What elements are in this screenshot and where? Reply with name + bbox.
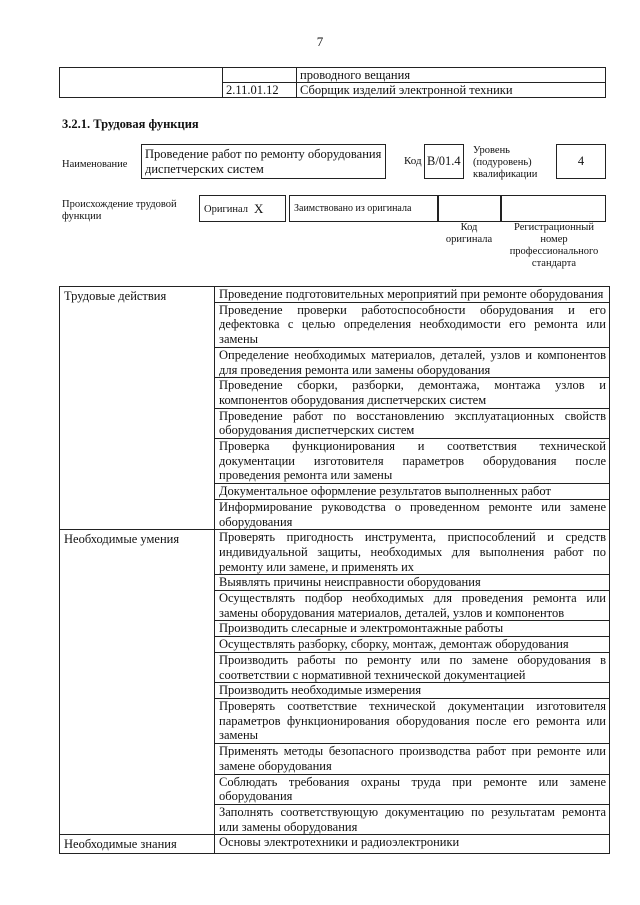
list-item: Проведение сборки, разборки, демонтажа, монтажа узлов и компонентов оборудования диспетчерских систем — [215, 378, 610, 408]
list-item: Документальное оформление результатов выполненных работ — [215, 484, 610, 500]
list-item: Осуществлять подбор необходимых для проведения ремонта или замены оборудования материалов, деталей, узлов и компонентов — [215, 591, 610, 621]
list-item: Применять методы безопасного производства работ при ремонте или замене оборудования — [215, 744, 610, 774]
occupations-table-continuation — [59, 67, 606, 98]
section-label-knowledge: Необходимые знания — [60, 835, 215, 854]
occupation-code: 2.11.01.12 — [226, 83, 279, 97]
table-row — [60, 835, 610, 854]
list-item: Проведение работ по восстановлению эксплуатационных свойств оборудования диспетчерских систем — [215, 408, 610, 438]
list-item: Производить слесарные и электромонтажные работы — [215, 621, 610, 637]
occupation-name: проводного вещания — [300, 68, 411, 82]
list-item: Проверять пригодность инструмента, приспособлений и средств индивидуальной защиты, необходимых для выполнения работ по ремонту или замене, и применять их — [215, 530, 610, 575]
page-number: 7 — [316, 34, 324, 49]
list-item: Основы электротехники и радиоэлектроники — [215, 835, 610, 854]
qualification-level-value: 4 — [556, 144, 606, 179]
code-label: Код — [404, 155, 422, 167]
list-item: Производить работы по ремонту или по замене оборудования в соответствии с нормативной технической документацией — [215, 652, 610, 682]
original-box — [199, 195, 286, 222]
origin-code-box — [438, 195, 501, 222]
section-title: 3.2.1. Трудовая функция — [62, 117, 199, 131]
list-item: Определение необходимых материалов, деталей, узлов и компонентов для проведения ремонта или замены оборудования — [215, 347, 610, 377]
labor-function-table — [59, 286, 610, 854]
origin-label: Происхождение трудовой функции — [62, 199, 177, 222]
borrowed-label: Заимствовано из оригинала — [294, 203, 412, 214]
original-label: Оригинал — [204, 204, 248, 215]
reg-number-label: Регистрационный номер профессионального стандарта — [509, 222, 599, 269]
list-item: Проверять соответствие технической документации изготовителя параметров функционирования оборудования после его ремонта или замены — [215, 698, 610, 743]
list-item: Заполнять соответствующую документацию по результатам ремонта или замены оборудования — [215, 804, 610, 834]
section-label-actions: Трудовые действия — [60, 287, 215, 530]
name-label: Наименование — [62, 159, 128, 170]
list-item: Выявлять причины неисправности оборудования — [215, 575, 610, 591]
table-row — [60, 530, 610, 575]
origin-code-label: Код оригинала — [445, 222, 493, 245]
list-item: Осуществлять разборку, сборку, монтаж, демонтаж оборудования — [215, 637, 610, 653]
code-value: B/01.4 — [424, 144, 464, 179]
list-item: Проверка функционирования и соответствия технической документации изготовителя параметров оборудования после проведения ремонта или замены — [215, 439, 610, 484]
qualification-level-label: Уровень (подуровень) квалификации — [473, 145, 538, 180]
original-mark: X — [254, 201, 264, 216]
occupation-name: Сборщик изделий электронной техники — [300, 83, 513, 97]
section-label-skills: Необходимые умения — [60, 530, 215, 835]
list-item: Проведение проверки работоспособности оборудования и его дефектовка с целью определения необходимости его ремонта или замены — [215, 302, 610, 347]
name-value: Проведение работ по ремонту оборудования диспетчерских систем — [141, 144, 386, 179]
list-item: Производить необходимые измерения — [215, 683, 610, 699]
borrowed-box — [289, 195, 438, 222]
list-item: Проведение подготовительных мероприятий при ремонте оборудования — [215, 287, 610, 303]
list-item: Соблюдать требования охраны труда при ремонте или замене оборудования — [215, 774, 610, 804]
list-item: Информирование руководства о проведенном ремонте или замене оборудования — [215, 499, 610, 529]
reg-number-box — [501, 195, 606, 222]
table-row — [60, 287, 610, 303]
